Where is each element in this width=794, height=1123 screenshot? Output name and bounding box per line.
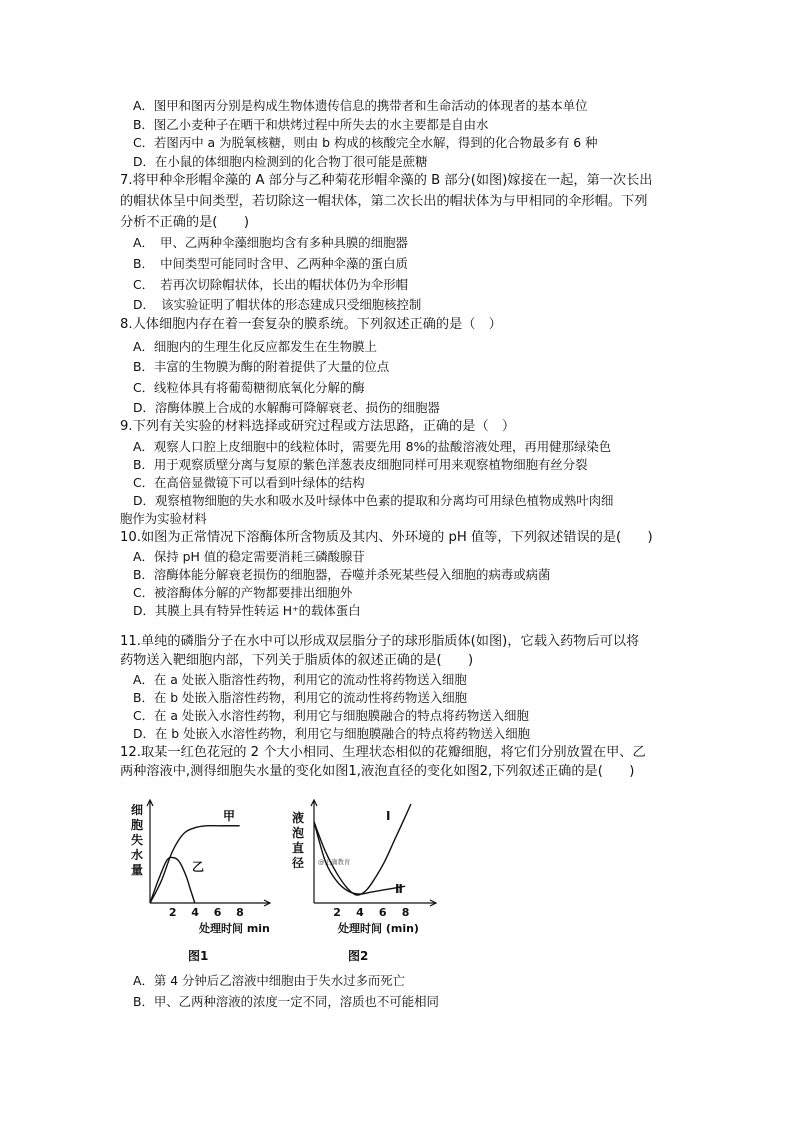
y-axis-label-char: 直 [292,841,305,855]
q12-option-a: A．第 4 分钟后乙溶液中细胞由于失水过多而死亡 [133,973,406,988]
q10-stem: 10.如图为正常情况下溶酶体所含物质及其内、外环境的 pH 值等，下列叙述错误的是( ) [120,530,653,545]
y-axis-label-char: 径 [292,856,305,870]
figure-1-x-ticks [169,906,244,919]
q9-option-a: A．观察人口腔上皮细胞中的线粒体时，需要先用 8%的盐酸溶液处理，再用健那绿染色 [133,439,612,454]
series-label-1: 甲 [223,809,236,823]
q8-option-a: A．细胞内的生理生化反应都发生在生物膜上 [133,339,377,354]
figure-1-y-axis-label [131,802,143,877]
figure-1-x-axis-label: 处理时间 min [199,922,270,935]
q11-stem-line-2: 药物送入靶细胞内部，下列关于脂质体的叙述正确的是( ) [120,653,474,668]
x-tick-label: 4 [191,906,199,919]
q9-stem: 9.下列有关实验的材料选择或研究过程或方法思路，正确的是（ ） [120,419,516,434]
y-axis-label-char: 胞 [131,818,144,832]
q10-option-b: B．溶酶体能分解衰老损伤的细胞器，吞噬并杀死某些侵入细胞的病毒或病菌 [133,567,551,582]
q12-stem-line-1: 12.取某一红色花冠的 2 个大小相同、生理状态相似的花瓣细胞，将它们分别放置在甲、乙 [120,745,646,760]
q7-stem-line-3: 分析不正确的是( ) [120,215,249,230]
q7-stem-line-2: 的帽状体呈中间类型，若切除这一帽状体，第二次长出的帽状体为与甲相同的伞形帽。下列 [120,194,648,209]
y-axis-label-char: 液 [292,811,305,825]
y-axis-label-char: 细 [131,803,144,817]
q7-option-b: B． 中间类型可能同时含甲、乙两种伞藻的蛋白质 [133,256,408,271]
figure-2-x-axis-label: 处理时间 (min) [338,922,419,935]
q7-stem-line-1: 7.将甲种伞形帽伞藻的 A 部分与乙种菊花形帽伞藻的 B 部分(如图)嫁接在一起，第一次长出 [120,173,653,188]
figure-2-watermark: @正确教育 [318,858,351,866]
figure-1-series [150,809,240,903]
q11-option-b: B．在 b 处嵌入脂溶性药物，利用它的流动性将药物送入细胞 [133,690,468,705]
q9-option-c: C．在高倍显微镜下可以看到叶绿体的结构 [133,475,365,490]
q6-option-b: B．图乙小麦种子在晒干和烘烤过程中所失去的水主要都是自由水 [133,117,489,132]
q7-option-c: C． 若再次切除帽状体，长出的帽状体仍为伞形帽 [133,277,409,292]
figure-1-axes [147,800,270,906]
y-axis-label-char: 量 [131,863,144,877]
series-line-2 [150,857,195,903]
y-axis-label-char: 水 [131,848,144,862]
q8-stem: 8.人体细胞内存在着一套复杂的膜系统。下列叙述正确的是（ ） [120,317,502,332]
q9-option-b: B．用于观察质壁分离与复原的紫色洋葱表皮细胞同样可用来观察植物细胞有丝分裂 [133,457,588,472]
q7-option-d: D． 该实验证明了帽状体的形态建成只受细胞核控制 [133,297,422,312]
q7-option-a: A． 甲、乙两种伞藻细胞均含有多种具膜的细胞器 [133,235,408,250]
x-tick-label: 6 [378,906,387,919]
q10-option-d: D．其膜上具有特异性转运 H⁺的载体蛋白 [133,603,361,618]
figure-2-x-ticks [333,906,409,919]
figure-1-caption: 图1 [188,949,209,963]
q6-option-a: A．图甲和图丙分别是构成生物体遗传信息的携带者和生命活动的体现者的基本单位 [133,98,588,113]
y-axis-label-char: 泡 [292,826,305,840]
q11-option-c: C．在 a 处嵌入水溶性药物，利用它与细胞膜融合的特点将药物送入细胞 [133,708,529,723]
q6-option-c: C．若图丙中 a 为脱氧核糖，则由 b 构成的核酸完全水解，得到的化合物最多有 6 种 [133,135,598,150]
q12-option-b: B．甲、乙两种溶液的浓度一定不同，溶质也不可能相同 [133,994,439,1009]
x-tick-label: 8 [401,906,410,919]
series-label-1: Ⅰ [386,809,391,823]
q11-stem-line-1: 11.单纯的磷脂分子在水中可以形成双层脂分子的球形脂质体(如图)，它载入药物后可以将 [120,634,640,649]
x-tick-label: 8 [236,906,244,919]
figure-2-y-axis-label [291,810,304,870]
x-tick-label: 2 [168,906,177,919]
q9-option-d-continued: 胞作为实验材料 [120,511,207,526]
q8-option-d: D．溶酶体膜上合成的水解酶可降解衰老、损伤的细胞器 [133,400,440,415]
figure-2-caption: 图2 [348,949,369,963]
figure-2-series [314,804,411,896]
q8-option-c: C．线粒体具有将葡萄糖彻底氧化分解的酶 [133,380,365,395]
x-tick-label: 6 [213,906,222,919]
series-label-2: Ⅱ [395,882,403,896]
q8-option-b: B．丰富的生物膜为酶的附着提供了大量的位点 [133,359,390,374]
q10-option-c: C．被溶酶体分解的产物都要排出细胞外 [133,585,353,600]
figure-1-water-loss-chart [130,792,280,977]
q11-option-d: D．在 b 处嵌入水溶性药物，利用它与细胞膜融合的特点将药物送入细胞 [133,726,531,741]
q10-option-a: A．保持 pH 值的稳定需要消耗三磷酸腺苷 [133,549,365,564]
figure-2-axes [311,800,436,906]
q9-option-d: D．观察植物细胞的失水和吸水及叶绿体中色素的提取和分离均可用绿色植物成熟叶肉细 [133,493,614,508]
x-tick-label: 2 [333,906,341,919]
y-axis-label-char: 失 [131,833,144,847]
x-tick-label: 4 [356,906,364,919]
series-label-2: 乙 [192,860,205,874]
q12-stem-line-2: 两种溶液中,测得细胞失水量的变化如图1,液泡直径的变化如图2,下列叙述正确的是( ) [120,764,635,779]
q11-option-a: A．在 a 处嵌入脂溶性药物，利用它的流动性将药物送入细胞 [133,672,467,687]
q6-option-d: D．在小鼠的体细胞内检测到的化合物丁很可能是蔗糖 [133,154,428,169]
figure-2-vacuole-diameter-chart [290,792,450,977]
